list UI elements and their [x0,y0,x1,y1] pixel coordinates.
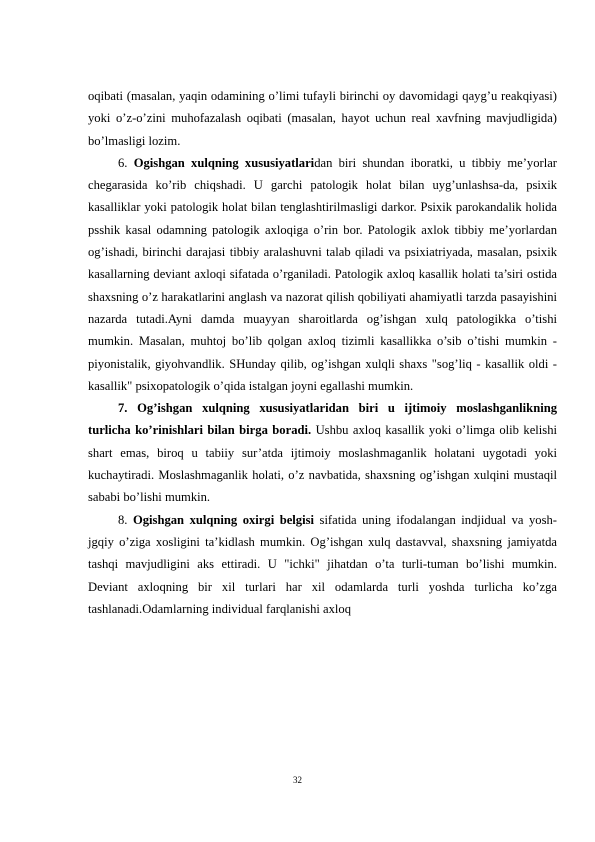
item-number: 8. [118,512,133,527]
item-number: 6. [118,155,134,170]
paragraph-7 [88,397,557,508]
text-run: dan biri shundan iboratki, u tibbiy me’yorlar chegarasida ko’rib chiqshadi. U garchi patologik holat bilan uyg’unlashsa-da, psixik kasalliklar yoki patologik holat bilan tenglashtirilmasligi darkor. Psixik parokandalik holida psshik kasal odamning patologik axloqiga o’rin bor. Patologik axlok tibbiy me’yorlardan og’ishadi, birinchi darajasi tibbiy aralashuvni talab qiladi va psixiatriyada, masalan, psixik kasallarning deviant axloqi sifatada o’rganiladi. Patologik axloq kasallik holati ta’siri ostida shaxsning o’z harakatlarini anglash va nazorat qilish qobiliyati ahamiyatli tarzda pasayishini nazarda tutadi.Ayni damda muayyan sharoitlarda og’ishgan xulq patologikka o’tishi mumkin. Masalan, muhtoj bo’lib qolgan axloq tizimli kasallikka o’sib o’tishi mumkin - piyonistalik, giyohvandlik. SHunday qilib, og’ishgan xulqli shaxs "sog’liq - kasallik oldi -kasallik" psixopatologik o’qida istalgan joyni egallashi mumkin. [88,155,557,393]
body-text [88,85,557,620]
page-number: 32 [293,775,302,785]
paragraph-6 [88,152,557,397]
paragraph-8 [88,509,557,620]
text-run: sifatida uning ifodalangan indjidual va yosh-jgqiy o’ziga xosligini ta’kidlash mumkin. Og’ishgan xulq dastavval, shaxsning jamiyatda tashqi mavjudligini aks ettiradi. U "ichki" jihatdan o’ta turli-tuman bo’lishi mumkin. Deviant axloqning bir xil turlari har xil odamlarda turli yoshda turlicha ko’zga tashlanadi.Odamlarning individual farqlanishi axloq [88,512,557,616]
text-run: Ushbu axloq kasallik yoki o’limga olib kelishi shart emas, biroq u tabiiy sur’atda ijtimoiy moslashmaganlik holatani uygotadi yoki kuchaytiradi. Moslashmaganlik holati, o’z navbatida, shaxsning og’ishgan xulqini mustaqil sababi bo’lishi mumkin. [88,423,557,505]
bold-term: Ogishgan xulqning xususiyatlari [133,155,315,170]
paragraph-continued [88,85,557,152]
bold-term: Ogishgan xulqning oxirgi belgisi [132,512,315,527]
text-run: oqibati (masalan, yaqin odamining o’limi tufayli birinchi oy davomidagi qayg’u reakqiyasi) yoki o’z-o’zini muhofazalash oqibati (masalan, hayot uchun real xavfning mavjudligida) bo’lmasligi lozim. [88,89,557,148]
bold-heading: 7. Og’ishgan xulqning xususiyatlaridan biri u ijtimoiy moslashganlikning turlicha ko’rinishlari bilan birga boradi. [88,401,557,438]
